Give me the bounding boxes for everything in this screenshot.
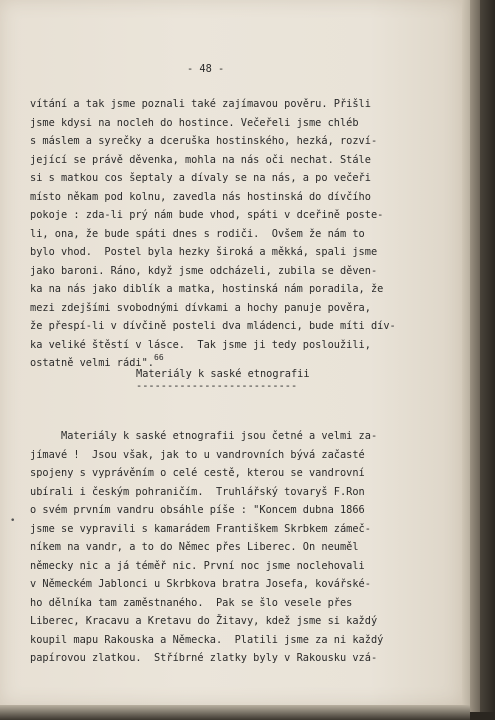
page-number: - 48 -	[187, 63, 225, 75]
text-line: o svém prvním vandru obsáhle píše : "Koncem dubna 1866	[30, 504, 365, 516]
section-heading: Materiály k saské etnografii	[136, 368, 310, 380]
text-line: Liberec, Kracavu a Kretavu do Žitavy, kdež jsme si každý	[30, 615, 378, 627]
text-line: bylo vhod. Postel byla hezky široká a měkká, spali jsme	[30, 246, 378, 258]
text-line: pokoje : zda-li prý nám bude vhod, spáti v dceřině poste-	[30, 209, 384, 221]
text-line: ka na nás jako diblík a matka, hostinská nám poradila, že	[30, 283, 384, 295]
paragraph-1	[30, 95, 396, 373]
page-edge	[462, 0, 470, 712]
text-line: jsme kdysi na nocleh do hostince. Večeřeli jsme chléb	[30, 116, 359, 129]
text-line-content: ostatně velmi rádi".	[30, 357, 154, 369]
text-line: jímavé ! Jsou však, jak to u vandrovních bývá začasté	[30, 448, 365, 461]
text-line: si s matkou cos šeptaly a dívaly se na nás, a po večeři	[30, 172, 371, 184]
text-line: jako baroni. Ráno, když jsme odcházeli, zubila se děven-	[30, 264, 378, 277]
paragraph-2	[30, 427, 383, 668]
text-line: papírovou zlatkou. Stříbrné zlatky byly v Rakousku vzá-	[30, 652, 378, 664]
text-line: vítání a tak jsme poznali také zajímavou pověru. Přišli	[30, 98, 371, 110]
text-line: v Německém Jablonci u Skrbkova bratra Josefa, kovářské-	[30, 578, 371, 590]
text-line: spojeny s vyprávěním o celé cestě, kterou se vandrovní	[30, 467, 365, 479]
text-line: ho dělníka tam zaměstnaného. Pak se šlo vesele přes	[30, 596, 353, 609]
text-line: místo někam pod kolnu, zavedla nás hostinská do dívčího	[30, 190, 371, 203]
scan-bottom-border	[0, 705, 470, 720]
text-line: s máslem a syrečky a dceruška hostinského, hezká, rozví-	[30, 135, 378, 147]
text-line: německy nic a já téměř nic. První noc jsme noclehovali	[30, 559, 365, 572]
heading-underline: --------------------------	[136, 380, 298, 392]
text-line: li, ona, že bude spáti dnes s rodiči. Ovšem že nám to	[30, 227, 365, 240]
text-line: jející se právě děvenka, mohla na nás oči nechat. Stále	[30, 153, 371, 166]
text-line: jsme se vypravili s kamarádem Františkem Skrbkem zámeč-	[30, 522, 371, 535]
text-line: níkem na vandr, a to do Němec přes Liberec. On neuměl	[30, 541, 359, 553]
margin-mark: •	[10, 516, 16, 526]
text-line: mezi zdejšími svobodnými dívkami a hochy panuje pověra,	[30, 301, 371, 314]
text-line: ka veliké štěstí v lásce. Tak jsme ji tedy posloužili,	[30, 338, 371, 351]
scan-border	[480, 0, 495, 712]
text-line: že přespí-li v dívčině posteli dva mládenci, bude míti dív-	[30, 320, 396, 332]
book-spine-edge	[470, 0, 480, 712]
text-line: ubírali i českým pohraničím. Truhlářský tovaryš F.Ron	[30, 485, 365, 498]
text-line: koupil mapu Rakouska a Německa. Platili jsme za ni každý	[30, 633, 384, 646]
text-line: Materiály k saské etnografii jsou četné a velmi za-	[30, 430, 378, 442]
footnote-reference: 66	[154, 353, 164, 362]
